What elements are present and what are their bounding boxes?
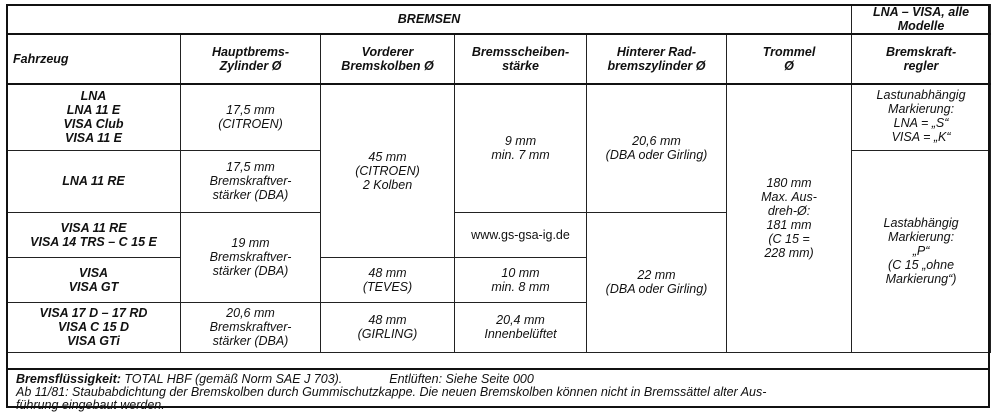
bleed-note: Entlüften: Siehe Seite 000: [389, 372, 534, 386]
col-header-rear-wheel-cylinder: Hinterer Rad- bremszylinder Ø: [587, 34, 727, 84]
vehicle-group-1: LNA LNA 11 E VISA Club VISA 11 E: [7, 84, 181, 150]
master-cylinder-g2: 17,5 mm Bremskraftver- stärker (DBA): [181, 150, 321, 212]
col-header-brake-regulator: Bremskraft- regler: [852, 34, 991, 84]
master-cylinder-g5: 20,6 mm Bremskraftver- stärker (DBA): [181, 302, 321, 352]
regulator-loaded: Lastabhängig Markierung: „P“ (C 15 „ohne Markierung“): [852, 150, 991, 352]
brake-spec-sheet: [6, 4, 990, 412]
vehicle-group-4: VISA VISA GT: [7, 257, 181, 302]
rear-cylinder-g12: 20,6 mm (DBA oder Girling): [587, 84, 727, 212]
master-cylinder-g1: 17,5 mm (CITROEN): [181, 84, 321, 150]
col-header-disc-thickness: Bremsscheiben- stärke: [455, 34, 587, 84]
disc-thickness-g5: 20,4 mm Innenbelüftet: [455, 302, 587, 352]
website-url: www.gs-gsa-ig.de: [455, 212, 587, 257]
col-header-vehicle: Fahrzeug: [7, 34, 181, 84]
vehicle-group-3: VISA 11 RE VISA 14 TRS – C 15 E: [7, 212, 181, 257]
models-label: LNA – VISA, alle Modelle: [852, 5, 991, 35]
front-piston-g5: 48 mm (GIRLING): [321, 302, 455, 352]
note-line-2: führung eingebaut werden.: [16, 398, 165, 412]
master-cylinder-g34: 19 mm Bremskraftver- stärker (DBA): [181, 212, 321, 302]
fluid-label: Bremsflüssigkeit:: [16, 372, 121, 386]
col-header-drum: Trommel Ø: [727, 34, 852, 84]
front-piston-g123: 45 mm (CITROEN) 2 Kolben: [321, 84, 455, 257]
disc-thickness-g12: 9 mm min. 7 mm: [455, 84, 587, 212]
vehicle-group-5: VISA 17 D – 17 RD VISA C 15 D VISA GTi: [7, 302, 181, 352]
table-title: BREMSEN: [7, 5, 852, 35]
front-piston-g4: 48 mm (TEVES): [321, 257, 455, 302]
brake-spec-table: [6, 4, 991, 353]
rear-cylinder-g345: 22 mm (DBA oder Girling): [587, 212, 727, 352]
regulator-unloaded: Lastunabhängig Markierung: LNA = „S“ VISA = „K“: [852, 84, 991, 150]
fluid-text: TOTAL HBF (gemäß Norm SAE J 703).: [124, 372, 343, 386]
col-header-front-piston: Vorderer Bremskolben Ø: [321, 34, 455, 84]
drum-all: 180 mm Max. Aus- dreh-Ø: 181 mm (C 15 = 228 mm): [727, 84, 852, 352]
footer-notes: [6, 368, 990, 412]
note-line-1: Ab 11/81: Staubabdichtung der Bremskolben durch Gummischutzkappe. Die neuen Bremskolben können nicht in Bremssättel alter Aus-: [16, 385, 767, 399]
col-header-master-cylinder: Hauptbrems- Zylinder Ø: [181, 34, 321, 84]
disc-thickness-g4: 10 mm min. 8 mm: [455, 257, 587, 302]
vehicle-group-2: LNA 11 RE: [7, 150, 181, 212]
